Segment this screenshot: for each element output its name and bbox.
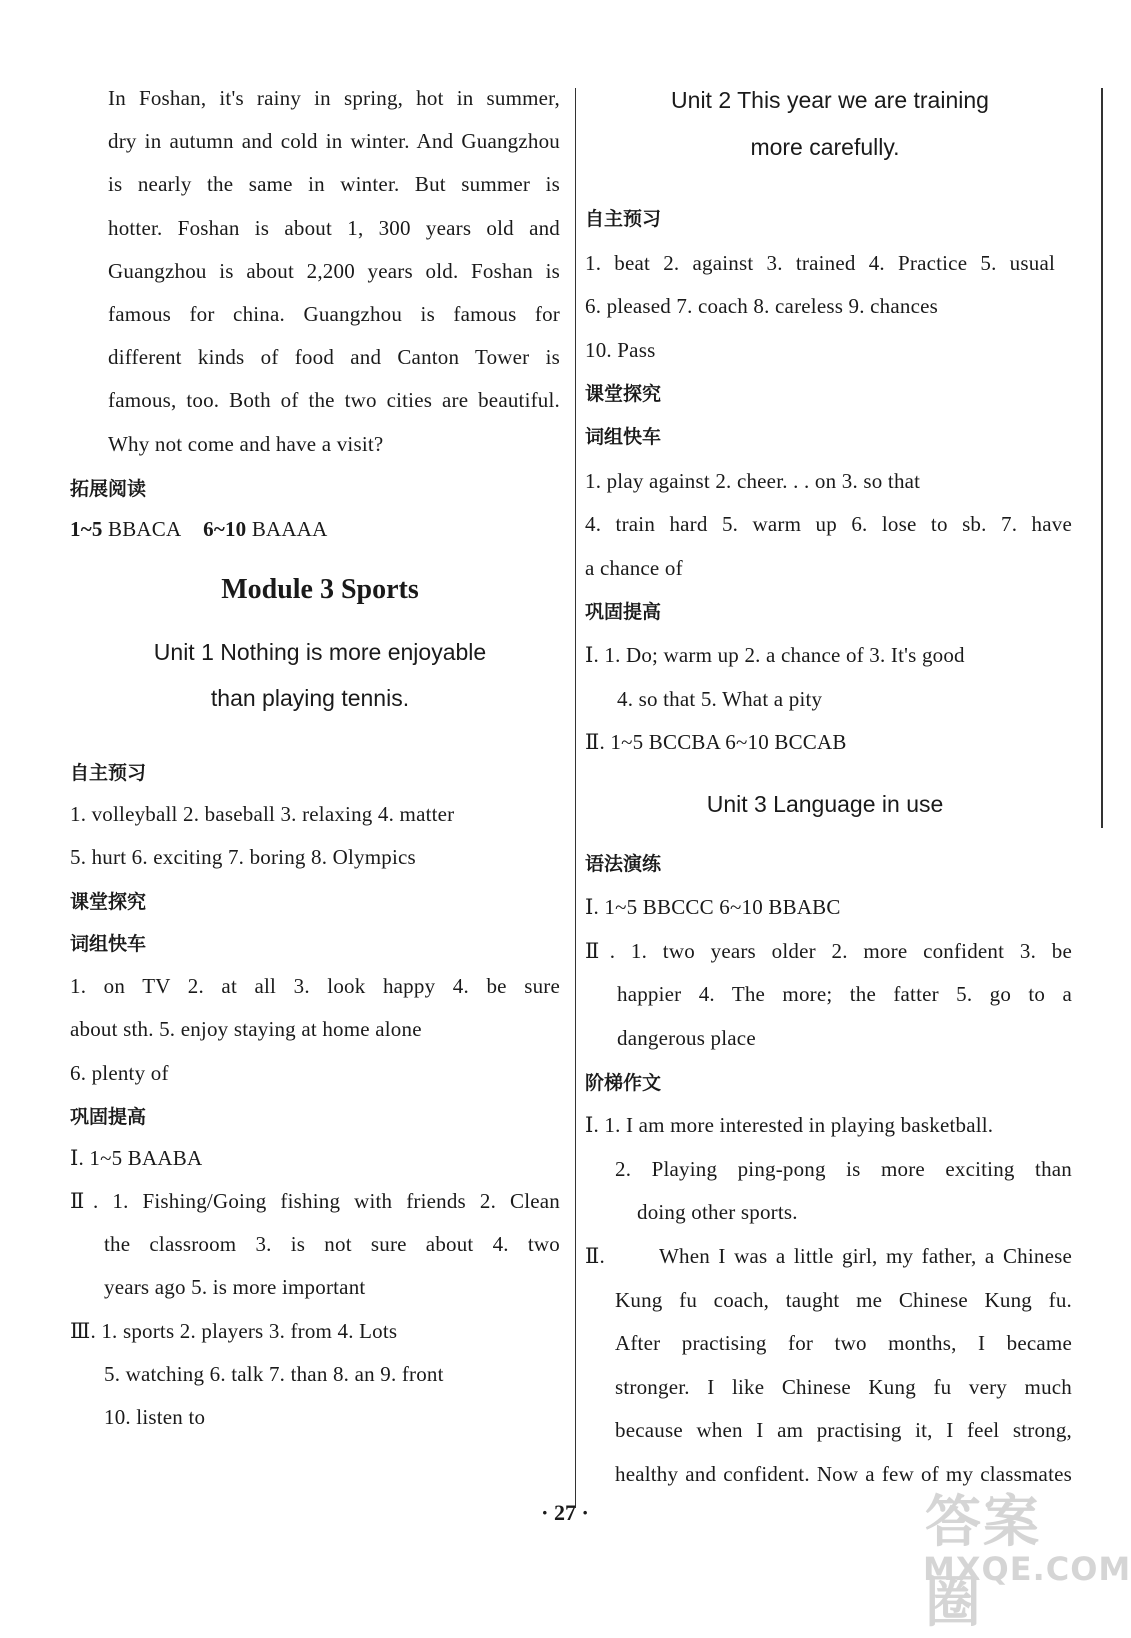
answer-line: the classroom 3. is not sure about 4. two — [104, 1232, 560, 1256]
answer-line: happier 4. The more; the fatter 5. go to a — [617, 982, 1072, 1006]
answer-line: Ⅱ. 1. two years older 2. more confident 3. be — [585, 939, 1072, 963]
unit-title: Unit 1 Nothing is more enjoyable — [153, 639, 487, 665]
section-heading-classroom: 课堂探究 — [70, 891, 147, 913]
answer-label: Ⅱ. — [585, 1244, 605, 1268]
answer-line: Ⅱ. 1~5 BCCBA 6~10 BCCAB — [585, 730, 847, 754]
answer-line: 5. watching 6. talk 7. than 8. an 9. front — [104, 1362, 444, 1386]
subsection-heading-phrases: 词组快车 — [70, 933, 147, 955]
watermark-text: 答案圈 — [925, 1490, 1041, 1635]
paragraph-line: different kinds of food and Canton Tower is — [108, 345, 560, 369]
section-heading-classroom: 课堂探究 — [585, 383, 662, 405]
unit-title: than playing tennis. — [210, 685, 410, 711]
answer-line: 4. so that 5. What a pity — [617, 687, 823, 711]
answer-line: 2. Playing ping-pong is more exciting than — [615, 1157, 1072, 1181]
answer-line: 10. Pass — [585, 338, 656, 362]
answer-line: Ⅱ. 1. Fishing/Going fishing with friends 2. Clean — [70, 1189, 560, 1213]
unit-title: Unit 2 This year we are training — [671, 87, 989, 113]
answer-line: 6. plenty of — [70, 1061, 169, 1085]
answer-line: 1. volleyball 2. baseball 3. relaxing 4. matter — [70, 802, 455, 826]
section-heading-preview: 自主预习 — [585, 208, 662, 230]
paragraph-line: In Foshan, it's rainy in spring, hot in summer, — [108, 86, 560, 110]
section-heading-consolidate: 巩固提高 — [585, 601, 662, 623]
unit-title: Unit 3 Language in use — [706, 791, 944, 817]
section-heading-preview: 自主预习 — [70, 762, 147, 784]
answer-line: Ⅰ. 1. Do; warm up 2. a chance of 3. It's good — [585, 643, 965, 667]
page-number: · 27 · — [541, 1500, 589, 1525]
subsection-heading-phrases: 词组快车 — [585, 426, 662, 448]
essay-line: because when I am practising it, I feel strong, — [615, 1418, 1072, 1442]
answer-line: a chance of — [585, 556, 683, 580]
essay-line: stronger. I like Chinese Kung fu very much — [615, 1375, 1072, 1399]
answer-line: 4. train hard 5. warm up 6. lose to sb. 7. have — [585, 512, 1072, 536]
answer-line: Ⅰ. 1. I am more interested in playing basketball. — [585, 1113, 994, 1137]
page-edge-line — [1101, 88, 1103, 828]
watermark-url: MXQE.COM — [923, 1550, 1131, 1588]
answer-line: years ago 5. is more important — [104, 1275, 366, 1299]
answer-line: doing other sports. — [637, 1200, 798, 1224]
watermark-logo — [915, 1478, 1131, 1635]
answer-line: 1. on TV 2. at all 3. look happy 4. be sure — [70, 974, 560, 998]
paragraph-line: famous for china. Guangzhou is famous for — [108, 302, 560, 326]
module-title: Module 3 Sports — [221, 574, 419, 605]
answer-line: 1. play against 2. cheer. . . on 3. so that — [585, 469, 921, 493]
answer-line: 6. pleased 7. coach 8. careless 9. chances — [585, 294, 938, 318]
paragraph-line: famous, too. Both of the two cities are beautiful. — [108, 388, 560, 412]
paragraph-line: hotter. Foshan is about 1, 300 years old and — [108, 216, 560, 240]
answer-line: Ⅰ. 1~5 BAABA — [70, 1146, 203, 1170]
column-divider — [575, 88, 576, 1508]
answer-line: dangerous place — [617, 1026, 756, 1050]
essay-line: Kung fu coach, taught me Chinese Kung fu. — [615, 1288, 1072, 1312]
answer-line: 10. listen to — [104, 1405, 206, 1429]
unit-title: more carefully. — [750, 134, 900, 160]
section-heading-consolidate: 巩固提高 — [70, 1106, 147, 1128]
answer-line: 1~5 BBACA 6~10 BAAAA — [70, 517, 328, 541]
section-heading-grammar: 语法演练 — [585, 853, 662, 875]
section-heading-writing: 阶梯作文 — [585, 1072, 662, 1094]
answer-line: about sth. 5. enjoy staying at home alone — [70, 1017, 422, 1041]
section-heading-extended-reading: 拓展阅读 — [70, 478, 147, 500]
paragraph-line: Guangzhou is about 2,200 years old. Foshan is — [108, 259, 560, 283]
essay-line: When I was a little girl, my father, a Chinese — [659, 1244, 1072, 1268]
answer-line: 5. hurt 6. exciting 7. boring 8. Olympics — [70, 845, 416, 869]
answer-line: Ⅲ. 1. sports 2. players 3. from 4. Lots — [70, 1319, 398, 1343]
essay-line: healthy and confident. Now a few of my classmates — [615, 1462, 1072, 1486]
answer-line: 1. beat 2. against 3. trained 4. Practice 5. usual — [585, 251, 1055, 275]
paragraph-line: dry in autumn and cold in winter. And Guangzhou — [108, 129, 560, 153]
paragraph-line: is nearly the same in winter. But summer is — [108, 172, 560, 196]
answer-line: Ⅰ. 1~5 BBCCC 6~10 BBABC — [585, 895, 841, 919]
paragraph-line: Why not come and have a visit? — [108, 432, 384, 456]
essay-line: After practising for two months, I became — [615, 1331, 1072, 1355]
